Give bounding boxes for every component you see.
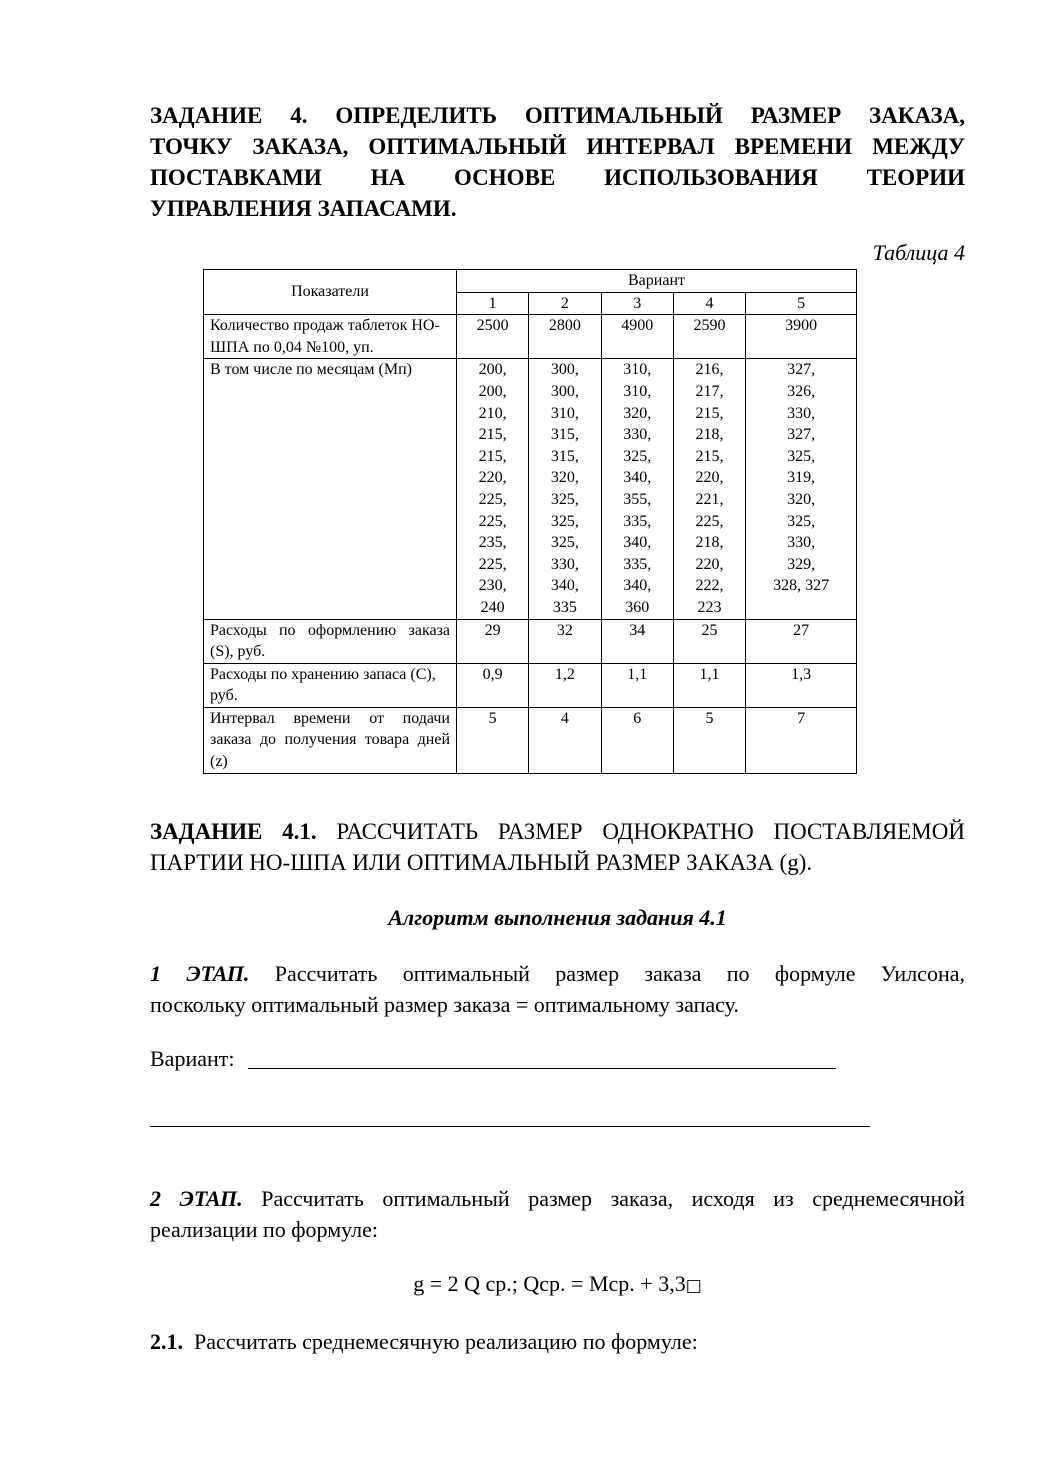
table-4 <box>203 269 857 774</box>
stage2-paragraph <box>150 1183 965 1245</box>
cell-value: 1,3 <box>746 663 857 707</box>
cell-value: 2800 <box>529 315 601 359</box>
monthly-value: 230, <box>478 577 507 595</box>
table-row <box>204 663 857 707</box>
formula-text: g = 2 Q ср.; Qср. = Мср. + 3,3 <box>413 1271 686 1296</box>
monthly-value: 218, <box>695 534 724 552</box>
monthly-value: 315, <box>550 426 579 444</box>
variant-number: 2 <box>529 292 601 315</box>
formula-missing-glyph: □ <box>685 1276 702 1296</box>
row-label: Расходы по хранению запаса (С), руб. <box>204 663 457 707</box>
monthly-value: 340, <box>623 469 652 487</box>
cell-value: 2590 <box>673 315 745 359</box>
cell-value: 4 <box>529 707 601 773</box>
monthly-value: 310, <box>623 361 652 379</box>
monthly-value: 326, <box>787 382 816 400</box>
monthly-value: 325, <box>623 447 652 465</box>
monthly-value: 310, <box>623 382 652 400</box>
variant-number: 4 <box>673 292 745 315</box>
cell-value: 1,1 <box>673 663 745 707</box>
monthly-value: 218, <box>695 426 724 444</box>
monthly-value: 225, <box>478 512 507 530</box>
monthly-values <box>601 359 673 619</box>
monthly-value: 215, <box>478 447 507 465</box>
monthly-value: 223 <box>697 598 722 616</box>
stage1-text: Рассчитать оптимальный размер заказа по формуле Уилсона, <box>249 961 965 986</box>
task4-heading-line: ТОЧКУ ЗАКАЗА, ОПТИМАЛЬНЫЙ ИНТЕРВАЛ ВРЕМЕНИ МЕЖДУ <box>150 134 965 159</box>
monthly-value: 328, 327 <box>773 577 830 595</box>
step-2-1-text: Рассчитать среднемесячную реализацию по формуле: <box>183 1329 698 1354</box>
monthly-value: 355, <box>623 490 652 508</box>
step-2-1 <box>150 1326 965 1357</box>
cell-value: 29 <box>457 619 529 663</box>
task41-text: ПАРТИИ НО-ШПА ИЛИ ОПТИМАЛЬНЫЙ РАЗМЕР ЗАКАЗА (g). <box>150 850 813 875</box>
table-row <box>204 707 857 773</box>
monthly-values <box>673 359 745 619</box>
step-2-1-label: 2.1. <box>150 1329 183 1354</box>
monthly-value: 215, <box>695 404 724 422</box>
monthly-value: 340, <box>550 577 579 595</box>
indicators-header: Показатели <box>204 270 457 315</box>
monthly-value: 221, <box>695 490 724 508</box>
cell-value: 34 <box>601 619 673 663</box>
answer-line[interactable] <box>248 1068 836 1069</box>
monthly-value: 240 <box>480 598 505 616</box>
monthly-values <box>746 359 857 619</box>
stage2-text: реализации по формуле: <box>150 1217 379 1242</box>
monthly-value: 330, <box>787 534 816 552</box>
stage2-label: 2 ЭТАП. <box>150 1186 243 1211</box>
variant-label: Вариант: <box>150 1046 235 1071</box>
monthly-value: 320, <box>550 469 579 487</box>
monthly-value: 210, <box>478 404 507 422</box>
monthly-value: 325, <box>787 512 816 530</box>
task41-heading <box>150 816 965 878</box>
monthly-value: 217, <box>695 382 724 400</box>
monthly-value: 330, <box>623 426 652 444</box>
monthly-value: 220, <box>695 469 724 487</box>
monthly-value: 360 <box>625 598 650 616</box>
cell-value: 6 <box>601 707 673 773</box>
variant-number: 5 <box>746 292 857 315</box>
monthly-value: 216, <box>695 361 724 379</box>
monthly-value: 300, <box>550 361 579 379</box>
monthly-value: 329, <box>787 555 816 573</box>
monthly-value: 319, <box>787 469 816 487</box>
monthly-value: 200, <box>478 361 507 379</box>
answer-line[interactable] <box>150 1126 870 1127</box>
algorithm-title: Алгоритм выполнения задания 4.1 <box>388 905 727 930</box>
monthly-value: 325, <box>550 490 579 508</box>
cell-value: 1,2 <box>529 663 601 707</box>
formula <box>150 1268 965 1302</box>
stage1-text: поскольку оптимальный размер заказа = оптимальному запасу. <box>150 992 739 1017</box>
cell-value: 1,1 <box>601 663 673 707</box>
table-row <box>204 619 857 663</box>
task4-heading <box>150 100 965 224</box>
monthly-value: 335, <box>623 555 652 573</box>
monthly-value: 325, <box>550 534 579 552</box>
monthly-value: 220, <box>478 469 507 487</box>
monthly-value: 320, <box>787 490 816 508</box>
monthly-value: 222, <box>695 577 724 595</box>
monthly-value: 330, <box>550 555 579 573</box>
monthly-value: 340, <box>623 577 652 595</box>
monthly-value: 235, <box>478 534 507 552</box>
table-row <box>204 315 857 359</box>
monthly-value: 225, <box>695 512 724 530</box>
variant-number: 3 <box>601 292 673 315</box>
task41-text: РАССЧИТАТЬ РАЗМЕР ОДНОКРАТНО ПОСТАВЛЯЕМОЙ <box>316 819 965 844</box>
cell-value: 2500 <box>457 315 529 359</box>
monthly-value: 225, <box>478 490 507 508</box>
cell-value: 25 <box>673 619 745 663</box>
monthly-value: 330, <box>787 404 816 422</box>
monthly-value: 325, <box>787 447 816 465</box>
task4-heading-line: ПОСТАВКАМИ НА ОСНОВЕ ИСПОЛЬЗОВАНИЯ ТЕОРИИ <box>150 165 965 190</box>
table-caption: Таблица 4 <box>872 240 965 265</box>
monthly-value: 327, <box>787 361 816 379</box>
monthly-value: 335 <box>552 598 577 616</box>
task4-heading-line: ЗАДАНИЕ 4. ОПРЕДЕЛИТЬ ОПТИМАЛЬНЫЙ РАЗМЕР ЗАКАЗА, <box>150 103 965 128</box>
row-label: Интервал времени от подачи заказа до получения товара дней (z) <box>204 707 457 773</box>
monthly-value: 215, <box>695 447 724 465</box>
monthly-value: 220, <box>695 555 724 573</box>
monthly-values <box>529 359 601 619</box>
row-label: Количество продаж таблеток НО-ШПА по 0,04 №100, уп. <box>204 315 457 359</box>
task41-label: ЗАДАНИЕ 4.1. <box>150 819 317 844</box>
monthly-value: 200, <box>478 382 507 400</box>
monthly-value: 310, <box>550 404 579 422</box>
row-label: В том числе по месяцам (Мп) <box>204 359 457 619</box>
row-label: Расходы по оформлению заказа (S), руб. <box>204 619 457 663</box>
monthly-value: 300, <box>550 382 579 400</box>
cell-value: 27 <box>746 619 857 663</box>
stage1-label: 1 ЭТАП. <box>150 961 250 986</box>
cell-value: 7 <box>746 707 857 773</box>
variant-number: 1 <box>457 292 529 315</box>
stage1-paragraph <box>150 958 965 1020</box>
cell-value: 3900 <box>746 315 857 359</box>
monthly-value: 340, <box>623 534 652 552</box>
monthly-value: 335, <box>623 512 652 530</box>
monthly-value: 215, <box>478 426 507 444</box>
monthly-value: 327, <box>787 426 816 444</box>
cell-value: 5 <box>457 707 529 773</box>
monthly-value: 225, <box>478 555 507 573</box>
monthly-value: 325, <box>550 512 579 530</box>
task4-heading-line: УПРАВЛЕНИЯ ЗАПАСАМИ. <box>150 196 457 221</box>
variant-header: Вариант <box>457 270 857 293</box>
cell-value: 0,9 <box>457 663 529 707</box>
cell-value: 5 <box>673 707 745 773</box>
cell-value: 32 <box>529 619 601 663</box>
table-row <box>204 359 857 619</box>
cell-value: 4900 <box>601 315 673 359</box>
monthly-value: 315, <box>550 447 579 465</box>
stage2-text: Рассчитать оптимальный размер заказа, исходя из среднемесячной <box>242 1186 965 1211</box>
monthly-value: 320, <box>623 404 652 422</box>
monthly-values <box>457 359 529 619</box>
